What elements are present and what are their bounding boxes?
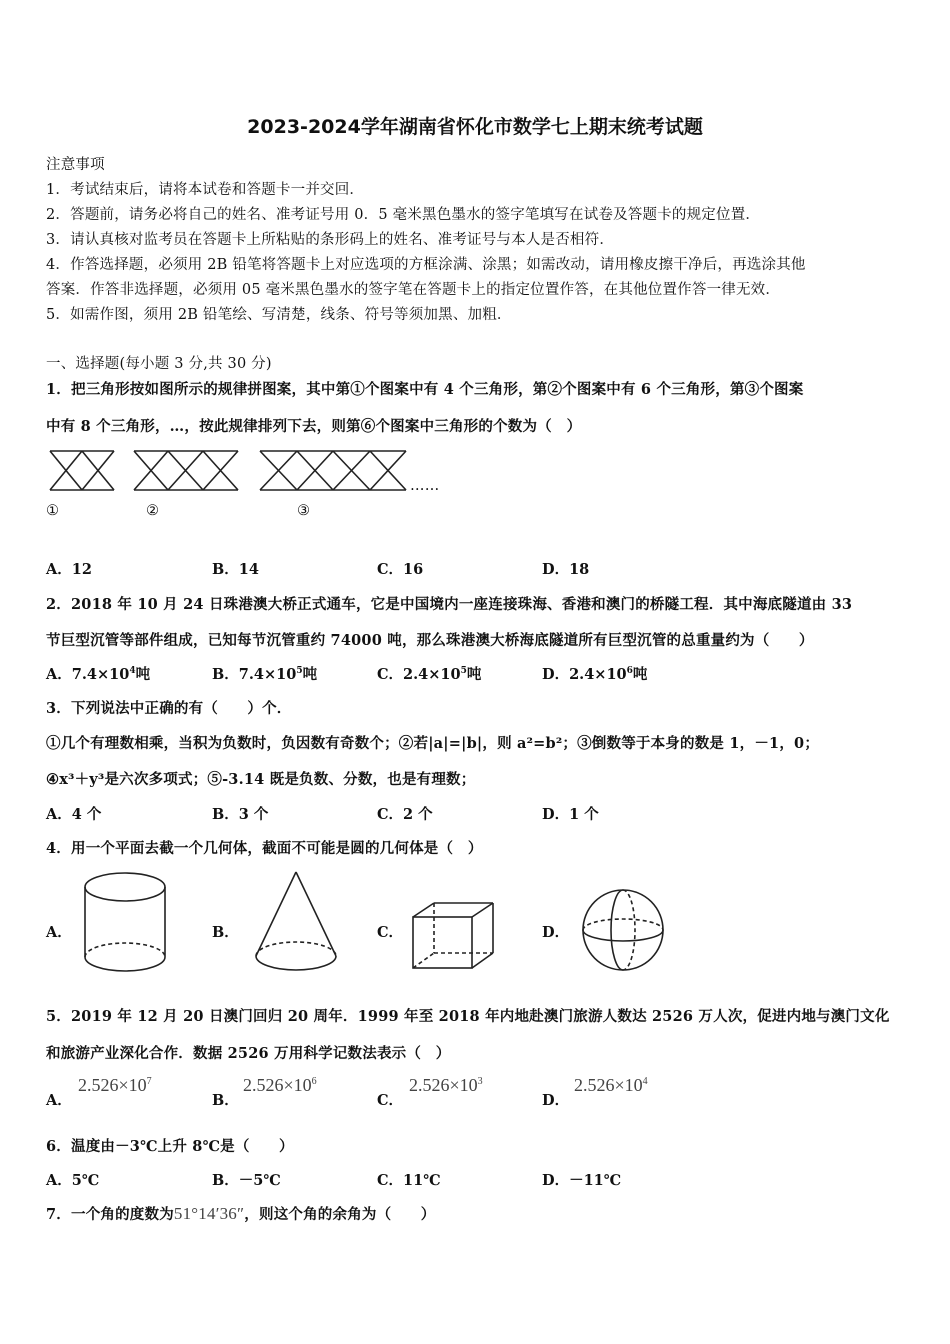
- q5-text: 和旅游产业深化合作．数据 2526 万用科学记数法表示（ ）: [46, 1045, 451, 1062]
- q1-ellipsis: ……: [410, 478, 440, 494]
- q1-label: ③: [297, 503, 311, 519]
- q7-text: 7．一个角的度数为51°14′36″，则这个角的余角为（ ）: [46, 1204, 436, 1223]
- q3-text: ④x³＋y³是六次多项式；⑤-3.14 既是负数、分数，也是有理数；: [46, 771, 476, 788]
- q6-option-b: B．－5℃: [212, 1172, 281, 1189]
- q1-label: ①: [46, 503, 60, 519]
- q4-text: 4．用一个平面去截一个几何体，截面不可能是圆的几何体是（ ）: [46, 840, 483, 857]
- q5-option-c-value: $2.526\times 10^3$: [409, 1075, 483, 1095]
- q3-option-a: A．4 个: [46, 806, 102, 823]
- q5-option-a-label: A．: [46, 1092, 72, 1109]
- q2-option-c: C．$2.4\times 10^5$吨: [377, 666, 482, 683]
- notice-item: 1．考试结束后，请将本试卷和答题卡一并交回．: [46, 182, 365, 198]
- q2-option-a: A．$7.4\times 10^4$吨: [46, 666, 151, 683]
- q6-text: 6．温度由－3℃上升 8℃是（ ）: [46, 1138, 294, 1155]
- q5-option-d-value: $2.526\times 10^4$: [574, 1075, 648, 1095]
- q3-text: 3．下列说法中正确的有（ ）个．: [46, 700, 292, 717]
- notice-item: 4．作答选择题，必须用 2B 铅笔将答题卡上对应选项的方框涂满、涂黑；如需改动，请用橡皮擦干净后，再选涂其他: [46, 257, 806, 273]
- q5-option-c-label: C．: [377, 1092, 404, 1109]
- q2-option-b: B．$7.4\times 10^5$吨: [212, 666, 318, 683]
- notice-heading: 注意事项: [46, 157, 105, 173]
- q6-option-c: C．11℃: [377, 1172, 441, 1189]
- q1-option-b: B．14: [212, 561, 259, 578]
- q3-option-c: C．2 个: [377, 806, 433, 823]
- q2-text: 节巨型沉管等部件组成，已知每节沉管重约 74000 吨，那么珠港澳大桥海底隧道所有巨型沉管的总重量约为（ ）: [46, 632, 814, 649]
- q6-option-d: D．－11℃: [542, 1172, 622, 1189]
- q3-option-d: D．1 个: [542, 806, 599, 823]
- q7-angle: 51°14′36″: [173, 1204, 245, 1223]
- q4-option-c: C．: [377, 924, 404, 941]
- q5-text: 5．2019 年 12 月 20 日澳门回归 20 周年．1999 年至 2018 年内地赴澳门旅游人数达 2526 万人次，促进内地与澳门文化: [46, 1008, 890, 1025]
- notice-item: 3．请认真核对监考员在答题卡上所粘贴的条形码上的姓名、准考证号与本人是否相符．: [46, 232, 615, 248]
- q5-option-d-label: D．: [542, 1092, 570, 1109]
- q2-option-d: D．$2.4\times 10^6$吨: [542, 666, 648, 683]
- page-title: 2023-2024学年湖南省怀化市数学七上期末统考试题: [247, 116, 703, 138]
- q5-option-a-value: $2.526\times 10^7$: [78, 1075, 152, 1095]
- q6-option-a: A．5℃: [46, 1172, 100, 1189]
- q2-text: 2．2018 年 10 月 24 日珠港澳大桥正式通车，它是中国境内一座连接珠海、香港和澳门的桥隧工程．其中海底隧道由 33: [46, 596, 853, 613]
- notice-item: 5．如需作图，须用 2B 铅笔绘、写清楚，线条、符号等须加黑、加粗．: [46, 307, 512, 323]
- q1-text: 1．把三角形按如图所示的规律拼图案，其中第①个图案中有 4 个三角形，第②个图案中有 6 个三角形，第③个图案: [46, 381, 804, 398]
- q1-option-a: A．12: [46, 561, 92, 578]
- q1-text: 中有 8 个三角形，…，按此规律排列下去，则第⑥个图案中三角形的个数为（ ）: [46, 418, 582, 435]
- q1-option-c: C．16: [377, 561, 424, 578]
- q4-option-d: D．: [542, 924, 570, 941]
- q4-option-a: A．: [46, 924, 72, 941]
- notice-item: 2．答题前，请务必将自己的姓名、准考证号用 0．5 毫米黑色墨水的签字笔填写在试卷及答题卡的规定位置．: [46, 207, 761, 223]
- q1-label: ②: [146, 503, 160, 519]
- q3-option-b: B．3 个: [212, 806, 269, 823]
- section-heading: 一、选择题(每小题 3 分,共 30 分): [46, 356, 272, 372]
- notice-item: 答案．作答非选择题，必须用 05 毫米黑色墨水的签字笔在答题卡上的指定位置作答，在其他位置作答一律无效．: [46, 282, 781, 298]
- q5-option-b-label: B．: [212, 1092, 239, 1109]
- q5-option-b-value: $2.526\times 10^6$: [243, 1075, 317, 1095]
- q4-option-b: B．: [212, 924, 239, 941]
- q1-option-d: D．18: [542, 561, 590, 578]
- q3-text: ①几个有理数相乘，当积为负数时，负因数有奇数个；②若|a|=|b|，则 a²=b²；③倒数等于本身的数是 1，－1，0；: [46, 735, 820, 752]
